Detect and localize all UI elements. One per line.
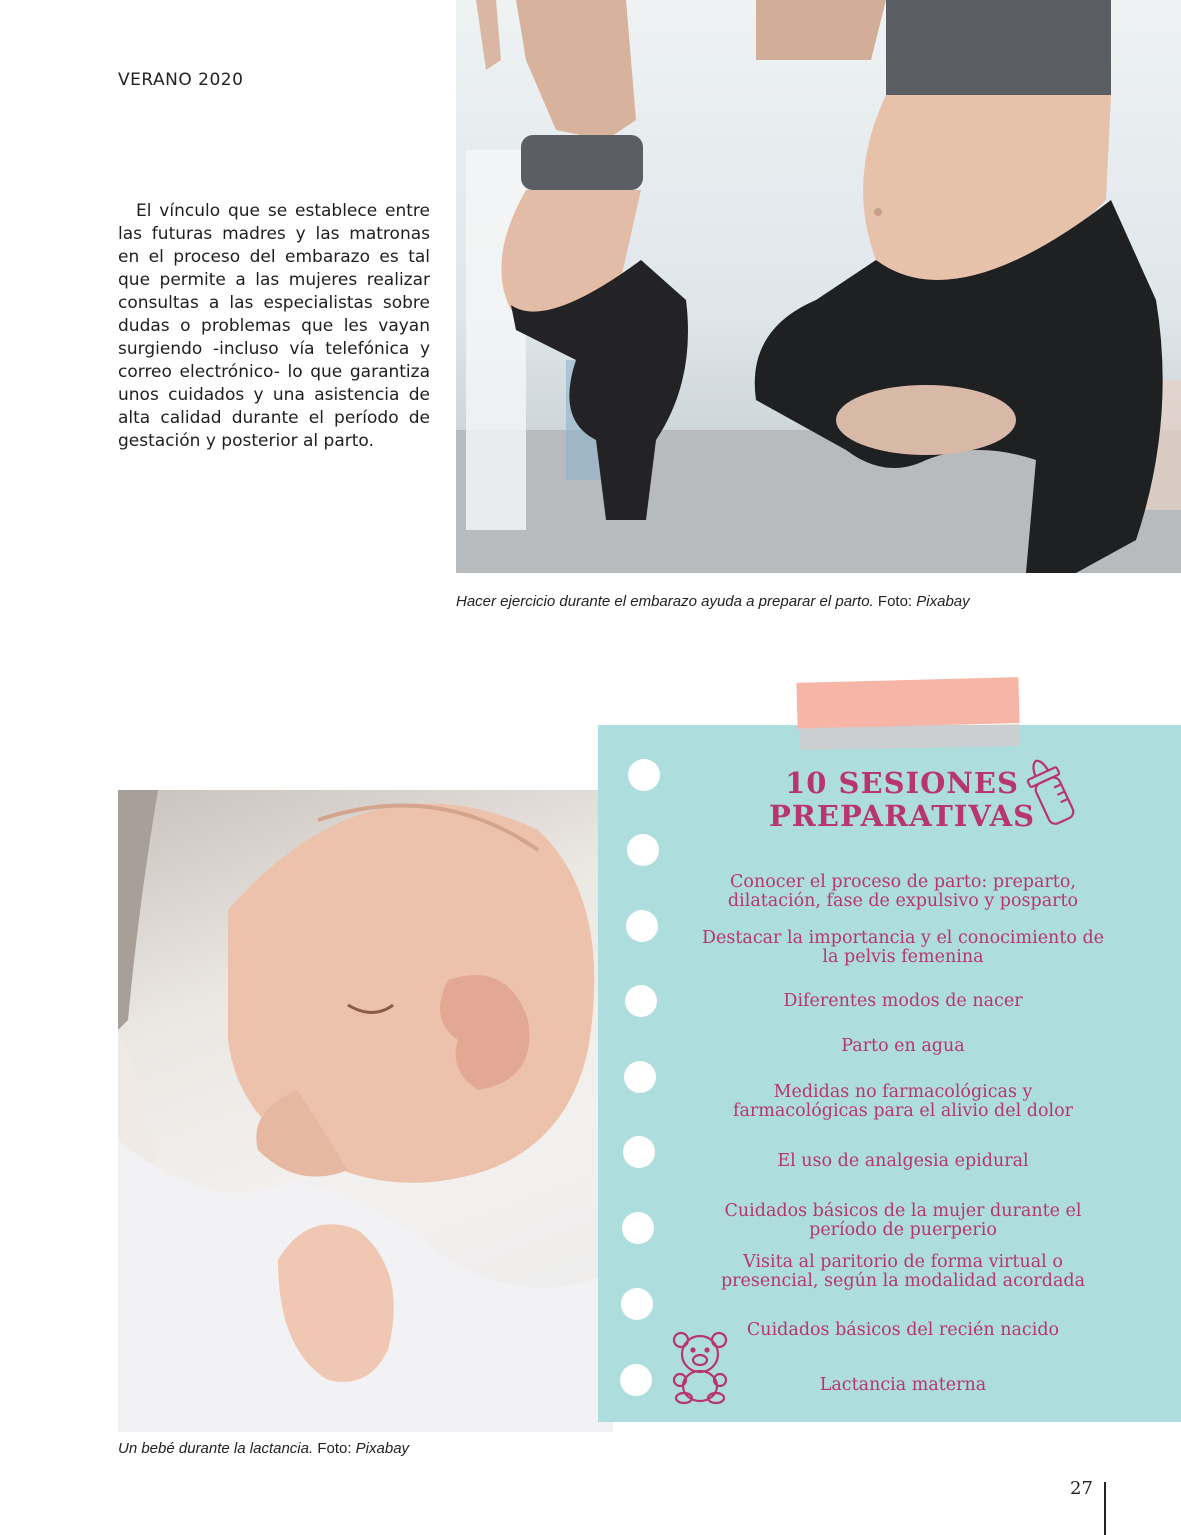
binder-hole	[622, 1212, 654, 1244]
panel-title-line1: 10 SESIONES	[785, 766, 1019, 800]
caption-text: Un bebé durante la lactancia.	[118, 1440, 314, 1457]
binder-hole	[621, 1288, 653, 1320]
session-item-line1: El uso de analgesia epidural	[777, 1151, 1029, 1171]
session-item-line2: período de puerperio	[809, 1220, 997, 1240]
session-item-line1: Medidas no farmacológicas y	[773, 1082, 1033, 1102]
session-item	[696, 1202, 1110, 1240]
photo-baby-illustration	[118, 790, 613, 1432]
page-number: 27	[1070, 1478, 1093, 1499]
credit-label: Foto:	[877, 593, 913, 610]
session-item-line1: Parto en agua	[841, 1036, 965, 1056]
panel-title-line2: PREPARATIVAS	[768, 799, 1036, 833]
binder-hole	[624, 1061, 656, 1093]
session-item	[696, 1152, 1110, 1171]
session-item-line1: Diferentes modos de nacer	[783, 991, 1023, 1011]
article-paragraph: El vínculo que se establece entre las futuras madres y las matronas en el proceso del embarazo es tal que permite a las mujeres realizar consultas a las especialistas sobre dudas o problemas que les vayan surgiendo -incluso vía telefónica y correo electrónico- lo que garantiza unos cuidados y una asistencia de alta calidad durante el período de gestación y posterior al parto.	[118, 201, 430, 451]
session-item	[696, 1037, 1110, 1056]
binder-hole	[626, 910, 658, 942]
session-item-line2: farmacológicas para el alivio del dolor	[732, 1101, 1074, 1121]
session-item	[696, 873, 1110, 911]
binder-hole	[623, 1136, 655, 1168]
photo-baby-lactation	[118, 790, 613, 1432]
photo-pregnant-exercise-illustration	[456, 0, 1181, 573]
session-item-line1: Conocer el proceso de parto: preparto,	[730, 872, 1076, 892]
page-number-rule	[1104, 1482, 1106, 1535]
session-item-line1: Visita al paritorio de forma virtual o	[743, 1252, 1063, 1272]
session-item-line1: Destacar la importancia y el conocimiento de	[701, 928, 1105, 948]
photo-pregnant-exercise	[456, 0, 1181, 573]
session-item	[696, 929, 1110, 967]
session-item	[696, 1083, 1110, 1121]
binder-hole	[625, 985, 657, 1017]
session-item-line2: la pelvis femenina	[822, 947, 984, 967]
session-item	[696, 1253, 1110, 1291]
session-item-line1: Cuidados básicos del recién nacido	[746, 1320, 1060, 1340]
binder-hole	[620, 1364, 652, 1396]
baby-bottle-icon	[1025, 755, 1080, 830]
session-item	[696, 992, 1110, 1011]
binder-hole	[627, 834, 659, 866]
caption-text: Hacer ejercicio durante el embarazo ayuda a preparar el parto.	[456, 593, 874, 610]
session-item-line1: Lactancia materna	[819, 1375, 987, 1395]
credit-label: Foto:	[317, 1440, 352, 1457]
photo-caption-exercise	[456, 593, 970, 610]
binder-hole	[628, 759, 660, 791]
tape-decoration	[796, 677, 1019, 729]
photo-caption-baby	[118, 1440, 409, 1457]
session-item-line2: dilatación, fase de expulsivo y posparto	[727, 891, 1079, 911]
session-item-line1: Cuidados básicos de la mujer durante el	[724, 1201, 1082, 1221]
issue-label: VERANO 2020	[118, 70, 244, 90]
tape-shadow	[800, 724, 1020, 750]
credit-source: Pixabay	[916, 593, 970, 610]
credit-source: Pixabay	[355, 1440, 410, 1457]
session-item	[696, 1321, 1110, 1340]
session-item-line2: presencial, según la modalidad acordada	[720, 1271, 1086, 1291]
session-item	[696, 1376, 1110, 1395]
